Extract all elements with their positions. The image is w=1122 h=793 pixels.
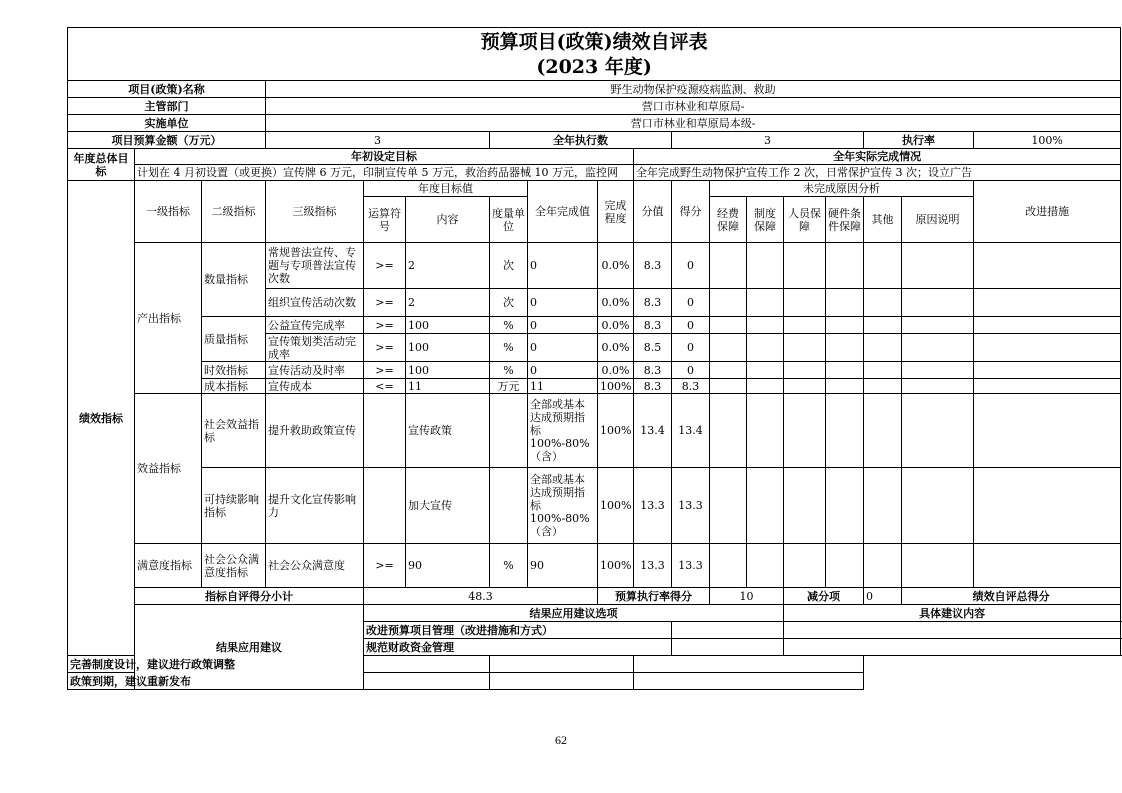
project-name-label: 项目(政策)名称 [68, 81, 266, 98]
goal-target-text: 计划在 4 月初设置（或更换）宣传牌 6 万元，印制宣传单 5 万元，救治药品器械 10 万元，监控网 [135, 165, 634, 181]
year-title: (2023 年度) [68, 54, 1121, 81]
group-time: 时效指标 [202, 362, 266, 379]
row-content: 2 [406, 243, 490, 289]
group-quality: 质量指标 [202, 317, 266, 362]
project-name-value: 野生动物保护疫源疫病监测、救助 [266, 81, 1121, 98]
advice-detail-cell [634, 673, 864, 690]
subtotal-value: 48.3 [364, 588, 598, 605]
row-score: 13.3 [634, 544, 672, 588]
row-content: 100 [406, 317, 490, 334]
row-actual: 0 [528, 289, 598, 317]
row-op: >= [364, 317, 406, 334]
row-l3: 宣传活动及时率 [266, 362, 364, 379]
row-got: 0 [672, 334, 710, 362]
hdr-operator: 运算符号 [364, 197, 406, 243]
budget-value: 3 [266, 132, 490, 149]
row-got: 0 [672, 243, 710, 289]
row-op: >= [364, 334, 406, 362]
hdr-annual-target: 年度目标值 [364, 181, 528, 197]
advice-option-check [490, 673, 634, 690]
row-score: 13.3 [634, 468, 672, 544]
page-number: 62 [555, 733, 567, 747]
row-got: 0 [672, 289, 710, 317]
advice-option-check [490, 656, 634, 673]
row-degree: 100% [598, 468, 634, 544]
group-satisfy-sub: 社会公众满意度指标 [202, 544, 266, 588]
deduct-value: 0 [864, 588, 902, 605]
hdr-content: 内容 [406, 197, 490, 243]
group-qty: 数量指标 [202, 243, 266, 317]
subtotal-label: 指标自评得分小计 [135, 588, 364, 605]
advice-detail-cell [784, 622, 1121, 639]
row-degree: 100% [598, 544, 634, 588]
dept-label: 主管部门 [68, 98, 266, 115]
row-actual: 0 [528, 362, 598, 379]
hdr-got: 得分 [672, 181, 710, 243]
row-got: 0 [672, 362, 710, 379]
row-content: 90 [406, 544, 490, 588]
hdr-level2: 二级指标 [202, 181, 266, 243]
row-content: 加大宣传 [406, 468, 490, 544]
row-l3: 公益宣传完成率 [266, 317, 364, 334]
total-label: 绩效自评总得分 [902, 588, 1121, 605]
advice-detail-cell [784, 639, 1121, 656]
advice-option: 完善制度设计，建议进行政策调整 [68, 656, 490, 673]
hdr-system: 制度保障 [747, 197, 784, 243]
row-op: >= [364, 544, 406, 588]
group-social: 社会效益指标 [202, 394, 266, 468]
hdr-fund: 经费保障 [710, 197, 747, 243]
row-degree: 0.0% [598, 334, 634, 362]
row-unit: % [490, 544, 528, 588]
row-unit: 次 [490, 243, 528, 289]
exec-label: 全年执行数 [490, 132, 672, 149]
row-degree: 0.0% [598, 317, 634, 334]
advice-option-check [672, 622, 784, 639]
advice-detail-header: 具体建议内容 [784, 605, 1121, 622]
hdr-staff: 人员保障 [784, 197, 826, 243]
row-got: 8.3 [672, 379, 710, 394]
self-evaluation-sheet [67, 27, 1070, 690]
row-actual: 11 [528, 379, 598, 394]
exec-value: 3 [672, 132, 864, 149]
unit-value: 营口市林业和草原局本级- [266, 115, 1121, 132]
row-l3: 常规普法宣传、专题与专项普法宣传次数 [266, 243, 364, 289]
dept-value: 营口市林业和草原局- [266, 98, 1121, 115]
row-degree: 0.0% [598, 362, 634, 379]
row-op: >= [364, 362, 406, 379]
row-actual: 0 [528, 334, 598, 362]
row-score: 13.4 [634, 394, 672, 468]
row-content: 2 [406, 289, 490, 317]
rate-label: 执行率 [864, 132, 974, 149]
hdr-hardware: 硬件条件保障 [826, 197, 864, 243]
row-l3: 提升救助政策宣传 [266, 394, 364, 468]
row-unit: % [490, 334, 528, 362]
row-l3: 宣传成本 [266, 379, 364, 394]
rate-value: 100% [974, 132, 1121, 149]
row-got: 13.4 [672, 394, 710, 468]
group-cost: 成本指标 [202, 379, 266, 394]
row-got: 13.3 [672, 544, 710, 588]
row-op: >= [364, 243, 406, 289]
row-degree: 0.0% [598, 289, 634, 317]
hdr-reason-desc: 原因说明 [902, 197, 974, 243]
advice-options-header: 结果应用建议选项 [364, 605, 784, 622]
row-content: 100 [406, 362, 490, 379]
deduct-label: 减分项 [784, 588, 864, 605]
row-unit: % [490, 317, 528, 334]
advice-option: 改进预算项目管理（改进措施和方式） [364, 622, 672, 639]
exec-score-label: 预算执行率得分 [598, 588, 710, 605]
evaluation-table [67, 27, 1121, 690]
goal-actual-text: 全年完成野生动物保护宣传工作 2 次，日常保护宣传 3 次；设立广告 [634, 165, 1121, 181]
row-got: 13.3 [672, 468, 710, 544]
group-benefit: 效益指标 [135, 394, 202, 544]
row-op: <= [364, 379, 406, 394]
row-l3: 宣传策划类活动完成率 [266, 334, 364, 362]
advice-option-check [672, 639, 784, 656]
hdr-degree: 完成程度 [598, 181, 634, 243]
row-score: 8.5 [634, 334, 672, 362]
row-actual: 全部或基本达成预期指标100%-80%（含） [528, 468, 598, 544]
group-satisfy: 满意度指标 [135, 544, 202, 588]
perf-section-label: 绩效指标 [68, 181, 135, 656]
hdr-improve: 改进措施 [974, 181, 1121, 243]
row-content: 宣传政策 [406, 394, 490, 468]
row-score: 8.3 [634, 362, 672, 379]
row-score: 8.3 [634, 317, 672, 334]
row-unit [490, 394, 528, 468]
budget-label: 项目预算金额（万元） [68, 132, 266, 149]
group-sustain: 可持续影响指标 [202, 468, 266, 544]
row-op: >= [364, 289, 406, 317]
row-actual: 0 [528, 317, 598, 334]
hdr-unit: 度量单位 [490, 197, 528, 243]
row-content: 100 [406, 334, 490, 362]
hdr-level1: 一级指标 [135, 181, 202, 243]
row-actual: 全部或基本达成预期指标100%-80%（含） [528, 394, 598, 468]
row-l3: 组织宣传活动次数 [266, 289, 364, 317]
row-op [364, 394, 406, 468]
goal-target-header: 年初设定目标 [135, 149, 634, 165]
advice-option: 规范财政资金管理 [364, 639, 672, 656]
goal-label: 年度总体目标 [68, 149, 135, 181]
row-score: 8.3 [634, 289, 672, 317]
row-actual: 0 [528, 243, 598, 289]
group-output: 产出指标 [135, 243, 202, 394]
unit-label: 实施单位 [68, 115, 266, 132]
row-got: 0 [672, 317, 710, 334]
row-degree: 100% [598, 379, 634, 394]
row-degree: 0.0% [598, 243, 634, 289]
exec-score-value: 10 [710, 588, 784, 605]
advice-detail-cell [634, 656, 864, 673]
advice-option: 政策到期，建议重新发布 [68, 673, 490, 690]
row-degree: 100% [598, 394, 634, 468]
row-l3: 提升文化宣传影响力 [266, 468, 364, 544]
hdr-reason: 未完成原因分析 [710, 181, 974, 197]
row-l3: 社会公众满意度 [266, 544, 364, 588]
row-unit: 万元 [490, 379, 528, 394]
row-content: 11 [406, 379, 490, 394]
hdr-score: 分值 [634, 181, 672, 243]
hdr-full-year: 全年完成值 [528, 181, 598, 243]
goal-actual-header: 全年实际完成情况 [634, 149, 1121, 165]
row-score: 8.3 [634, 379, 672, 394]
row-actual: 90 [528, 544, 598, 588]
row-op [364, 468, 406, 544]
hdr-other: 其他 [864, 197, 902, 243]
row-unit: 次 [490, 289, 528, 317]
row-unit [490, 468, 528, 544]
page-title: 预算项目(政策)绩效自评表 [68, 28, 1121, 55]
row-score: 8.3 [634, 243, 672, 289]
row-unit: % [490, 362, 528, 379]
hdr-level3: 三级指标 [266, 181, 364, 243]
advice-label: 结果应用建议 [135, 605, 364, 690]
